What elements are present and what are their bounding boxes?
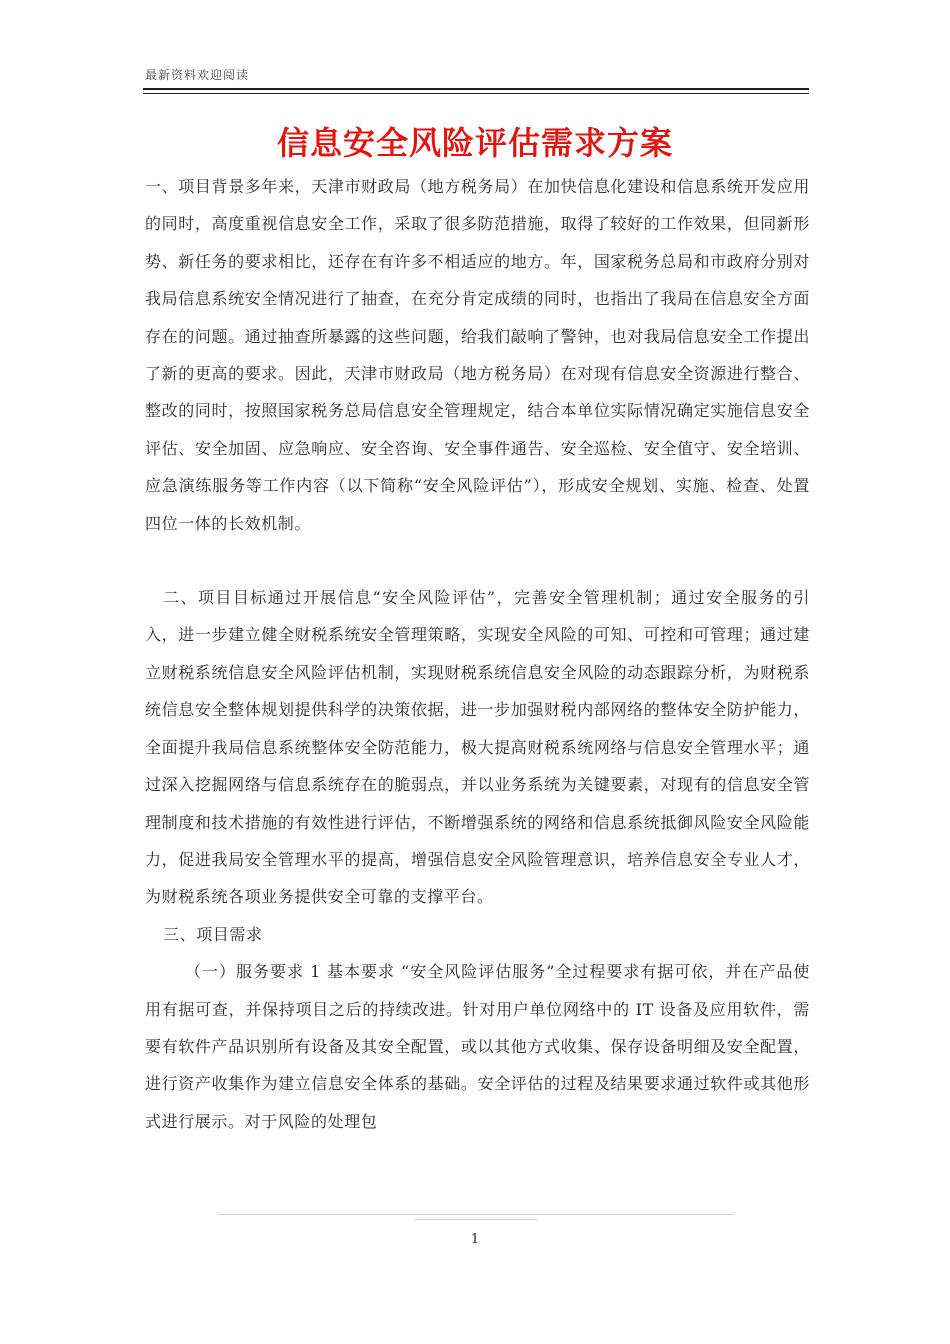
header-divider-thin bbox=[143, 93, 809, 94]
footer-divider bbox=[218, 1214, 734, 1215]
header-divider-thick bbox=[143, 88, 809, 90]
paragraph-project-background: 一、项目背景多年来，天津市财政局（地方税务局）在加快信息化建设和信息系统开发应用的同时，高度重视信息安全工作，采取了很多防范措施，取得了较好的工作效果，但同新形势、新任务的要求相比，还存在有许多不相适应的地方。年，国家税务总局和市政府分别对我局信息系统安全情况进行了抽查，在充分肯定成绩的同时，也指出了我局在信息安全方面存在的问题。通过抽查所暴露的这些问题，给我们敲响了警钟，也对我局信息安全工作提出了新的更高的要求。因此，天津市财政局（地方税务局）在对现有信息安全资源进行整合、整改的同时，按照国家税务总局信息安全管理规定，结合本单位实际情况确定实施信息安全评估、安全加固、应急响应、安全咨询、安全事件通告、安全巡检、安全值守、安全培训、应急演练服务等工作内容（以下简称“安全风险评估”），形成安全规划、实施、检查、处置四位一体的长效机制。 bbox=[145, 177, 810, 533]
document-body bbox=[145, 168, 810, 1140]
paragraph-spacer bbox=[145, 542, 810, 579]
document-title: 信息安全风险评估需求方案 bbox=[276, 124, 673, 162]
running-header: 最新资料欢迎阅读 bbox=[145, 68, 250, 82]
page-number: 1 bbox=[470, 1232, 480, 1247]
paragraph-service-requirements: （一）服务要求 1 基本要求 “安全风险评估服务”全过程要求有据可依，并在产品使用有据可查，并保持项目之后的持续改进。针对用户单位网络中的 IT 设备及应用软件，需要有软件产品识别所有设备及其安全配置，或以其他方式收集、保存设备明细及安全配置，进行资产收集作为建立信息安全体系的基础。安全评估的过程及结果要求通过软件或其他形式进行展示。对于风险的处理包 bbox=[145, 962, 810, 1131]
section-heading-requirements: 三、项目需求 bbox=[163, 924, 263, 944]
paragraph-project-goal: 二、项目目标通过开展信息“安全风险评估”，完善安全管理机制；通过安全服务的引入，进一步建立健全财税系统安全管理策略，实现安全风险的可知、可控和可管理；通过建立财税系统信息安全风险评估机制，实现财税系统信息安全风险的动态跟踪分析，为财税系统信息安全整体规划提供科学的决策依据，进一步加强财税内部网络的整体安全防护能力，全面提升我局信息系统整体安全防范能力，极大提高财税系统网络与信息安全管理水平；通过深入挖掘网络与信息系统存在的脆弱点，并以业务系统为关键要素，对现有的信息安全管理制度和技术措施的有效性进行评估，不断增强系统的网络和信息系统抵御风险安全风险能力，促进我局安全管理水平的提高，增强信息安全风险管理意识，培养信息安全专业人才，为财税系统各项业务提供安全可靠的支撑平台。 bbox=[145, 588, 810, 907]
footer-divider-short bbox=[415, 1219, 537, 1220]
